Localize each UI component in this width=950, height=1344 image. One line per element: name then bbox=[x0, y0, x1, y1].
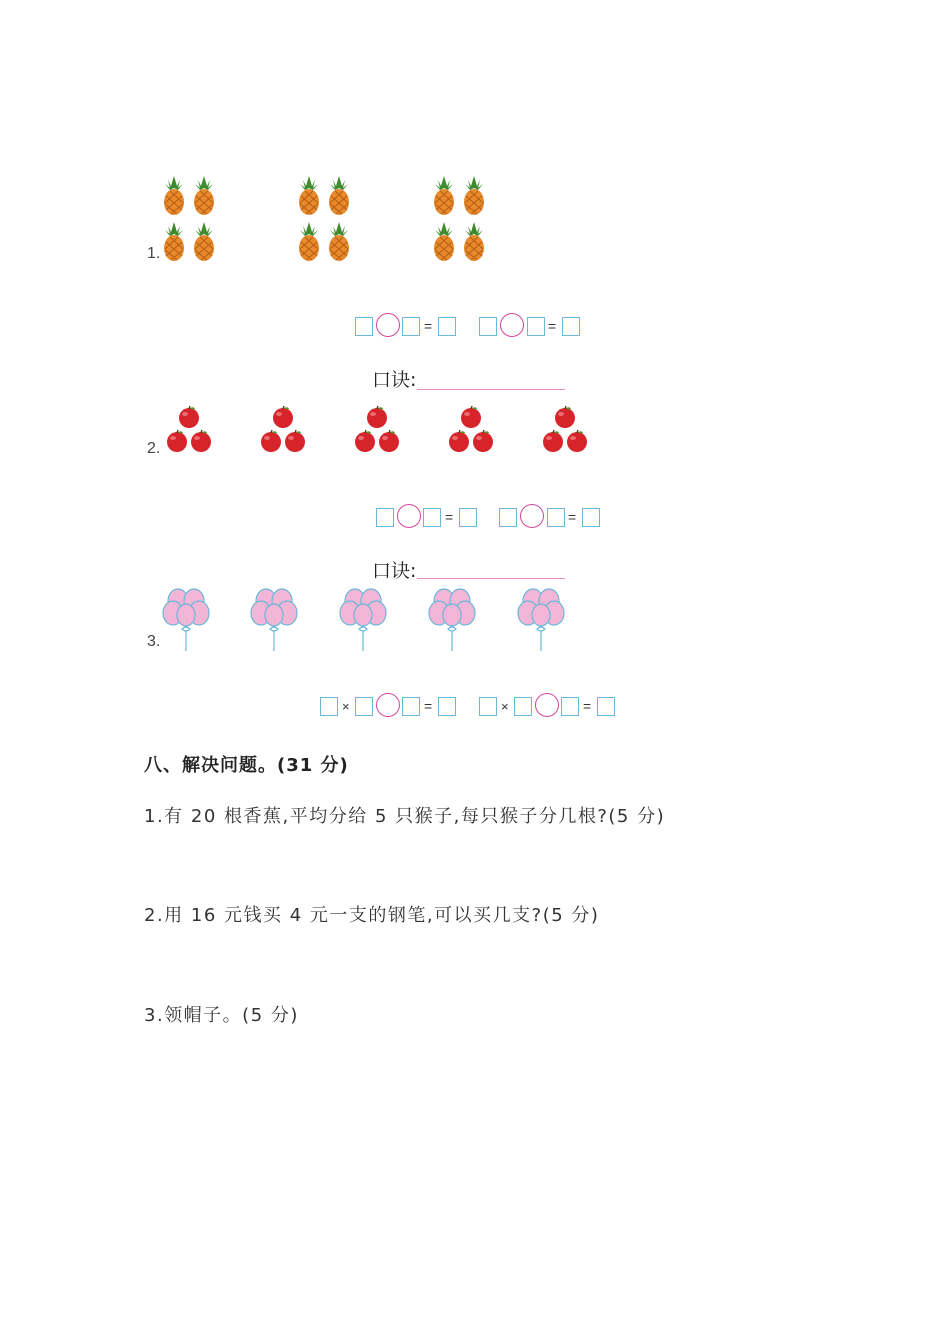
row-3-label: 3. bbox=[147, 633, 161, 650]
apple-icon bbox=[377, 429, 401, 453]
answer-box[interactable] bbox=[355, 317, 373, 336]
pineapple-icon bbox=[430, 220, 458, 262]
equals-sign: = bbox=[568, 509, 577, 525]
pineapple-icon bbox=[190, 174, 218, 216]
operator-circle[interactable] bbox=[500, 313, 524, 337]
answer-box[interactable] bbox=[402, 697, 420, 716]
answer-box[interactable] bbox=[479, 697, 497, 716]
apple-icon bbox=[165, 429, 189, 453]
equals-sign: = bbox=[424, 318, 433, 334]
apple-group bbox=[257, 405, 311, 457]
apple-icon bbox=[459, 405, 483, 429]
answer-box[interactable] bbox=[527, 317, 545, 336]
apple-icon bbox=[471, 429, 495, 453]
answer-box[interactable] bbox=[561, 697, 579, 716]
row-1-label: 1. bbox=[147, 245, 161, 262]
koujue-answer-line[interactable] bbox=[417, 578, 565, 579]
apple-group bbox=[445, 405, 499, 457]
apple-icon bbox=[177, 405, 201, 429]
answer-box[interactable] bbox=[514, 697, 532, 716]
operator-circle[interactable] bbox=[376, 313, 400, 337]
apple-icon bbox=[283, 429, 307, 453]
apple-icon bbox=[189, 429, 213, 453]
row-2-label: 2. bbox=[147, 440, 161, 457]
question-2: 2.用 16 元钱买 4 元一支的钢笔,可以买几支?(5 分) bbox=[144, 905, 600, 926]
apple-icon bbox=[353, 429, 377, 453]
pineapple-group bbox=[430, 174, 490, 264]
answer-box[interactable] bbox=[438, 697, 456, 716]
question-3: 3.领帽子。(5 分) bbox=[144, 1005, 299, 1026]
equals-sign: = bbox=[424, 698, 433, 714]
answer-box[interactable] bbox=[320, 697, 338, 716]
apple-group bbox=[539, 405, 593, 457]
operator-circle[interactable] bbox=[397, 504, 421, 528]
pineapple-group bbox=[160, 174, 220, 264]
answer-box[interactable] bbox=[355, 697, 373, 716]
pineapple-icon bbox=[295, 174, 323, 216]
answer-box[interactable] bbox=[547, 508, 565, 527]
answer-box[interactable] bbox=[562, 317, 580, 336]
equals-sign: = bbox=[583, 698, 592, 714]
balloon-icon bbox=[249, 587, 299, 653]
pineapple-icon bbox=[295, 220, 323, 262]
pineapple-icon bbox=[160, 174, 188, 216]
equals-sign: = bbox=[548, 318, 557, 334]
question-1: 1.有 20 根香蕉,平均分给 5 只猴子,每只猴子分几根?(5 分) bbox=[144, 806, 666, 827]
answer-box[interactable] bbox=[459, 508, 477, 527]
apple-icon bbox=[259, 429, 283, 453]
koujue-label: 口诀: bbox=[372, 560, 417, 582]
balloon-icon bbox=[516, 587, 566, 653]
pineapple-icon bbox=[325, 220, 353, 262]
pineapple-icon bbox=[325, 174, 353, 216]
apple-group bbox=[163, 405, 217, 457]
apple-icon bbox=[541, 429, 565, 453]
balloon-icon bbox=[427, 587, 477, 653]
answer-box[interactable] bbox=[402, 317, 420, 336]
equals-sign: = bbox=[445, 509, 454, 525]
section-title: 八、解决问题。(31 分) bbox=[144, 755, 349, 776]
times-sign: × bbox=[501, 699, 509, 714]
apple-group bbox=[351, 405, 405, 457]
apple-icon bbox=[447, 429, 471, 453]
pineapple-icon bbox=[160, 220, 188, 262]
koujue-label: 口诀: bbox=[372, 369, 417, 391]
pineapple-icon bbox=[190, 220, 218, 262]
times-sign: × bbox=[342, 699, 350, 714]
pineapple-icon bbox=[460, 174, 488, 216]
operator-circle[interactable] bbox=[376, 693, 400, 717]
balloon-icon bbox=[161, 587, 211, 653]
answer-box[interactable] bbox=[376, 508, 394, 527]
answer-box[interactable] bbox=[597, 697, 615, 716]
answer-box[interactable] bbox=[479, 317, 497, 336]
apple-icon bbox=[271, 405, 295, 429]
answer-box[interactable] bbox=[423, 508, 441, 527]
operator-circle[interactable] bbox=[520, 504, 544, 528]
apple-icon bbox=[365, 405, 389, 429]
pineapple-icon bbox=[460, 220, 488, 262]
balloon-icon bbox=[338, 587, 388, 653]
apple-icon bbox=[553, 405, 577, 429]
answer-box[interactable] bbox=[438, 317, 456, 336]
pineapple-icon bbox=[430, 174, 458, 216]
answer-box[interactable] bbox=[499, 508, 517, 527]
apple-icon bbox=[565, 429, 589, 453]
pineapple-group bbox=[295, 174, 355, 264]
koujue-answer-line[interactable] bbox=[417, 389, 565, 390]
operator-circle[interactable] bbox=[535, 693, 559, 717]
answer-box[interactable] bbox=[582, 508, 600, 527]
